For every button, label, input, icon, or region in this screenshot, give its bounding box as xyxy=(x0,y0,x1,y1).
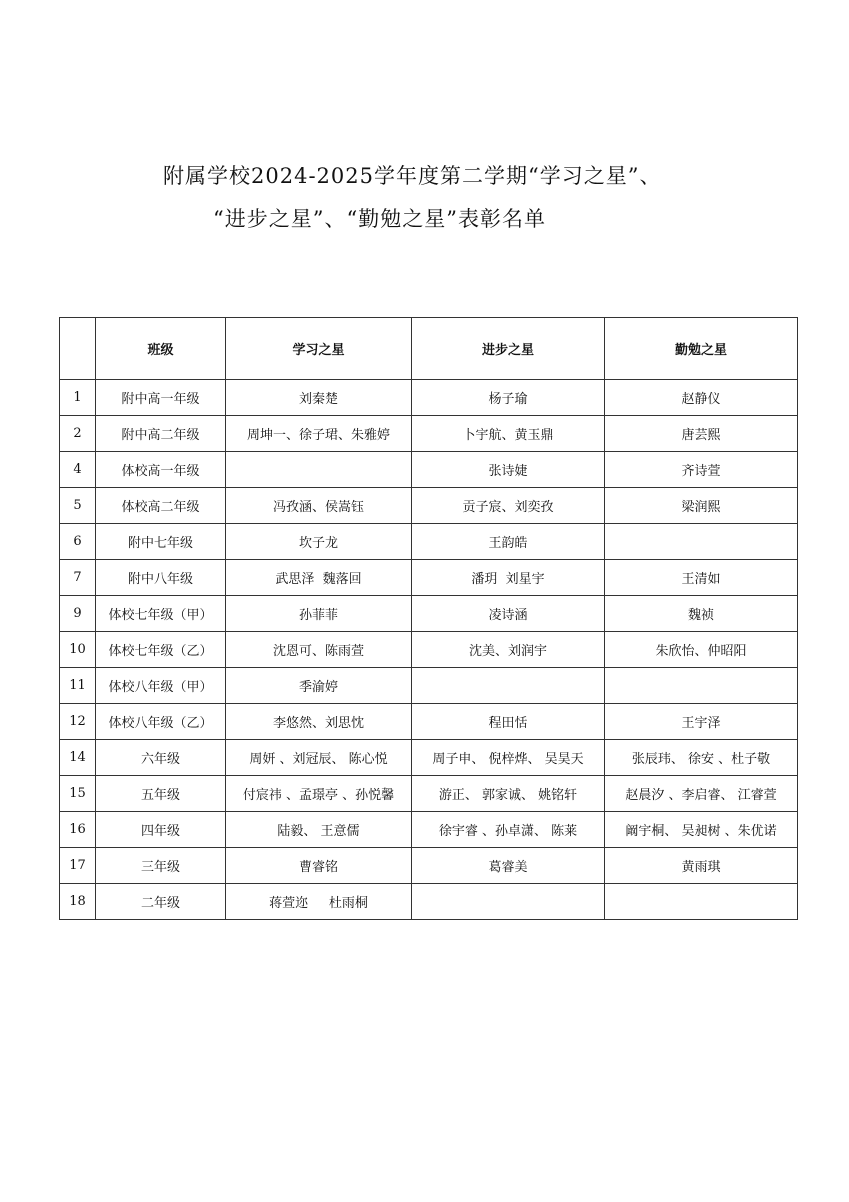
row-class: 附中高一年级 xyxy=(96,380,226,416)
row-class: 体校高二年级 xyxy=(96,488,226,524)
row-class: 体校八年级（乙） xyxy=(96,704,226,740)
row-study-star: 坎子龙 xyxy=(226,524,412,560)
row-study-star: 冯孜涵、侯嵩钰 xyxy=(226,488,412,524)
row-study-star: 季渝婷 xyxy=(226,668,412,704)
row-class: 六年级 xyxy=(96,740,226,776)
row-progress-star: 游正、 郭家诚、 姚铭轩 xyxy=(412,776,605,812)
row-diligence-star: 张辰玮、 徐安 、杜子敬 xyxy=(605,740,798,776)
row-diligence-star: 阚宇桐、 吴昶树 、朱优诺 xyxy=(605,812,798,848)
row-number: 2 xyxy=(60,416,96,452)
row-study-star: 刘秦楚 xyxy=(226,380,412,416)
table-row xyxy=(60,416,798,452)
row-diligence-star: 王清如 xyxy=(605,560,798,596)
row-number: 6 xyxy=(60,524,96,560)
row-diligence-star xyxy=(605,524,798,560)
row-diligence-star: 赵静仪 xyxy=(605,380,798,416)
table-row xyxy=(60,560,798,596)
row-class: 二年级 xyxy=(96,884,226,920)
row-class: 附中七年级 xyxy=(96,524,226,560)
row-study-star: 周坤一、徐子珺、朱雅婷 xyxy=(226,416,412,452)
row-number: 14 xyxy=(60,740,96,776)
row-class: 四年级 xyxy=(96,812,226,848)
table-row xyxy=(60,704,798,740)
row-study-star: 蒋萱迩 杜雨桐 xyxy=(226,884,412,920)
document-title-line-1: 附属学校2024-2025学年度第二学期“学习之星”、 xyxy=(163,164,662,188)
row-progress-star: 潘玥 刘星宇 xyxy=(412,560,605,596)
row-diligence-star: 梁润熙 xyxy=(605,488,798,524)
row-number: 5 xyxy=(60,488,96,524)
row-number: 18 xyxy=(60,884,96,920)
row-number: 11 xyxy=(60,668,96,704)
row-diligence-star: 黄雨琪 xyxy=(605,848,798,884)
row-number: 10 xyxy=(60,632,96,668)
row-study-star: 孙菲菲 xyxy=(226,596,412,632)
row-number: 7 xyxy=(60,560,96,596)
row-class: 附中高二年级 xyxy=(96,416,226,452)
row-study-star: 付宸祎 、孟璟亭 、孙悦馨 xyxy=(226,776,412,812)
row-number: 1 xyxy=(60,380,96,416)
table-row xyxy=(60,596,798,632)
row-diligence-star: 齐诗萱 xyxy=(605,452,798,488)
row-progress-star: 沈美、刘润宇 xyxy=(412,632,605,668)
row-progress-star: 杨子瑜 xyxy=(412,380,605,416)
row-progress-star: 张诗婕 xyxy=(412,452,605,488)
row-progress-star: 徐宇睿 、孙卓潇、 陈莱 xyxy=(412,812,605,848)
row-study-star: 李悠然、刘思忱 xyxy=(226,704,412,740)
honor-roll-table xyxy=(59,317,798,920)
row-diligence-star: 唐芸熙 xyxy=(605,416,798,452)
row-number: 9 xyxy=(60,596,96,632)
row-number: 4 xyxy=(60,452,96,488)
row-class: 三年级 xyxy=(96,848,226,884)
row-number: 17 xyxy=(60,848,96,884)
table-row xyxy=(60,740,798,776)
header-number xyxy=(60,318,96,380)
header-progress-star: 进步之星 xyxy=(412,318,605,380)
header-diligence-star: 勤勉之星 xyxy=(605,318,798,380)
row-class: 五年级 xyxy=(96,776,226,812)
row-class: 附中八年级 xyxy=(96,560,226,596)
table-row xyxy=(60,632,798,668)
row-progress-star: 葛睿美 xyxy=(412,848,605,884)
table-row xyxy=(60,812,798,848)
table-row xyxy=(60,488,798,524)
row-diligence-star: 王宇泽 xyxy=(605,704,798,740)
row-number: 16 xyxy=(60,812,96,848)
table-row xyxy=(60,848,798,884)
row-diligence-star xyxy=(605,884,798,920)
table-row xyxy=(60,776,798,812)
row-class: 体校七年级（甲） xyxy=(96,596,226,632)
row-progress-star: 王韵皓 xyxy=(412,524,605,560)
row-number: 15 xyxy=(60,776,96,812)
row-study-star: 沈恩可、陈雨萱 xyxy=(226,632,412,668)
row-study-star: 周妍 、刘冠辰、 陈心悦 xyxy=(226,740,412,776)
row-number: 12 xyxy=(60,704,96,740)
table-row xyxy=(60,380,798,416)
row-progress-star: 贡子宸、刘奕孜 xyxy=(412,488,605,524)
row-diligence-star: 赵晨汐 、李启睿、 江睿萱 xyxy=(605,776,798,812)
header-study-star: 学习之星 xyxy=(226,318,412,380)
document-title-line-2: “进步之星”、“勤勉之星”表彰名单 xyxy=(213,207,546,231)
row-progress-star: 周子申、 倪梓烨、 吴昊天 xyxy=(412,740,605,776)
table-row xyxy=(60,524,798,560)
row-progress-star: 凌诗涵 xyxy=(412,596,605,632)
row-diligence-star: 朱欣怡、仲昭阳 xyxy=(605,632,798,668)
header-class: 班级 xyxy=(96,318,226,380)
row-study-star: 武思泽 魏落回 xyxy=(226,560,412,596)
table-row xyxy=(60,884,798,920)
row-progress-star: 程田恬 xyxy=(412,704,605,740)
table-row xyxy=(60,452,798,488)
row-study-star: 曹睿铭 xyxy=(226,848,412,884)
row-diligence-star xyxy=(605,668,798,704)
row-class: 体校八年级（甲） xyxy=(96,668,226,704)
table-header-row xyxy=(60,318,798,380)
row-progress-star xyxy=(412,668,605,704)
row-diligence-star: 魏祯 xyxy=(605,596,798,632)
row-class: 体校七年级（乙） xyxy=(96,632,226,668)
row-study-star xyxy=(226,452,412,488)
row-class: 体校高一年级 xyxy=(96,452,226,488)
row-progress-star: 卜宇航、黄玉鼎 xyxy=(412,416,605,452)
row-study-star: 陆毅、 王意儒 xyxy=(226,812,412,848)
table-row xyxy=(60,668,798,704)
row-progress-star xyxy=(412,884,605,920)
